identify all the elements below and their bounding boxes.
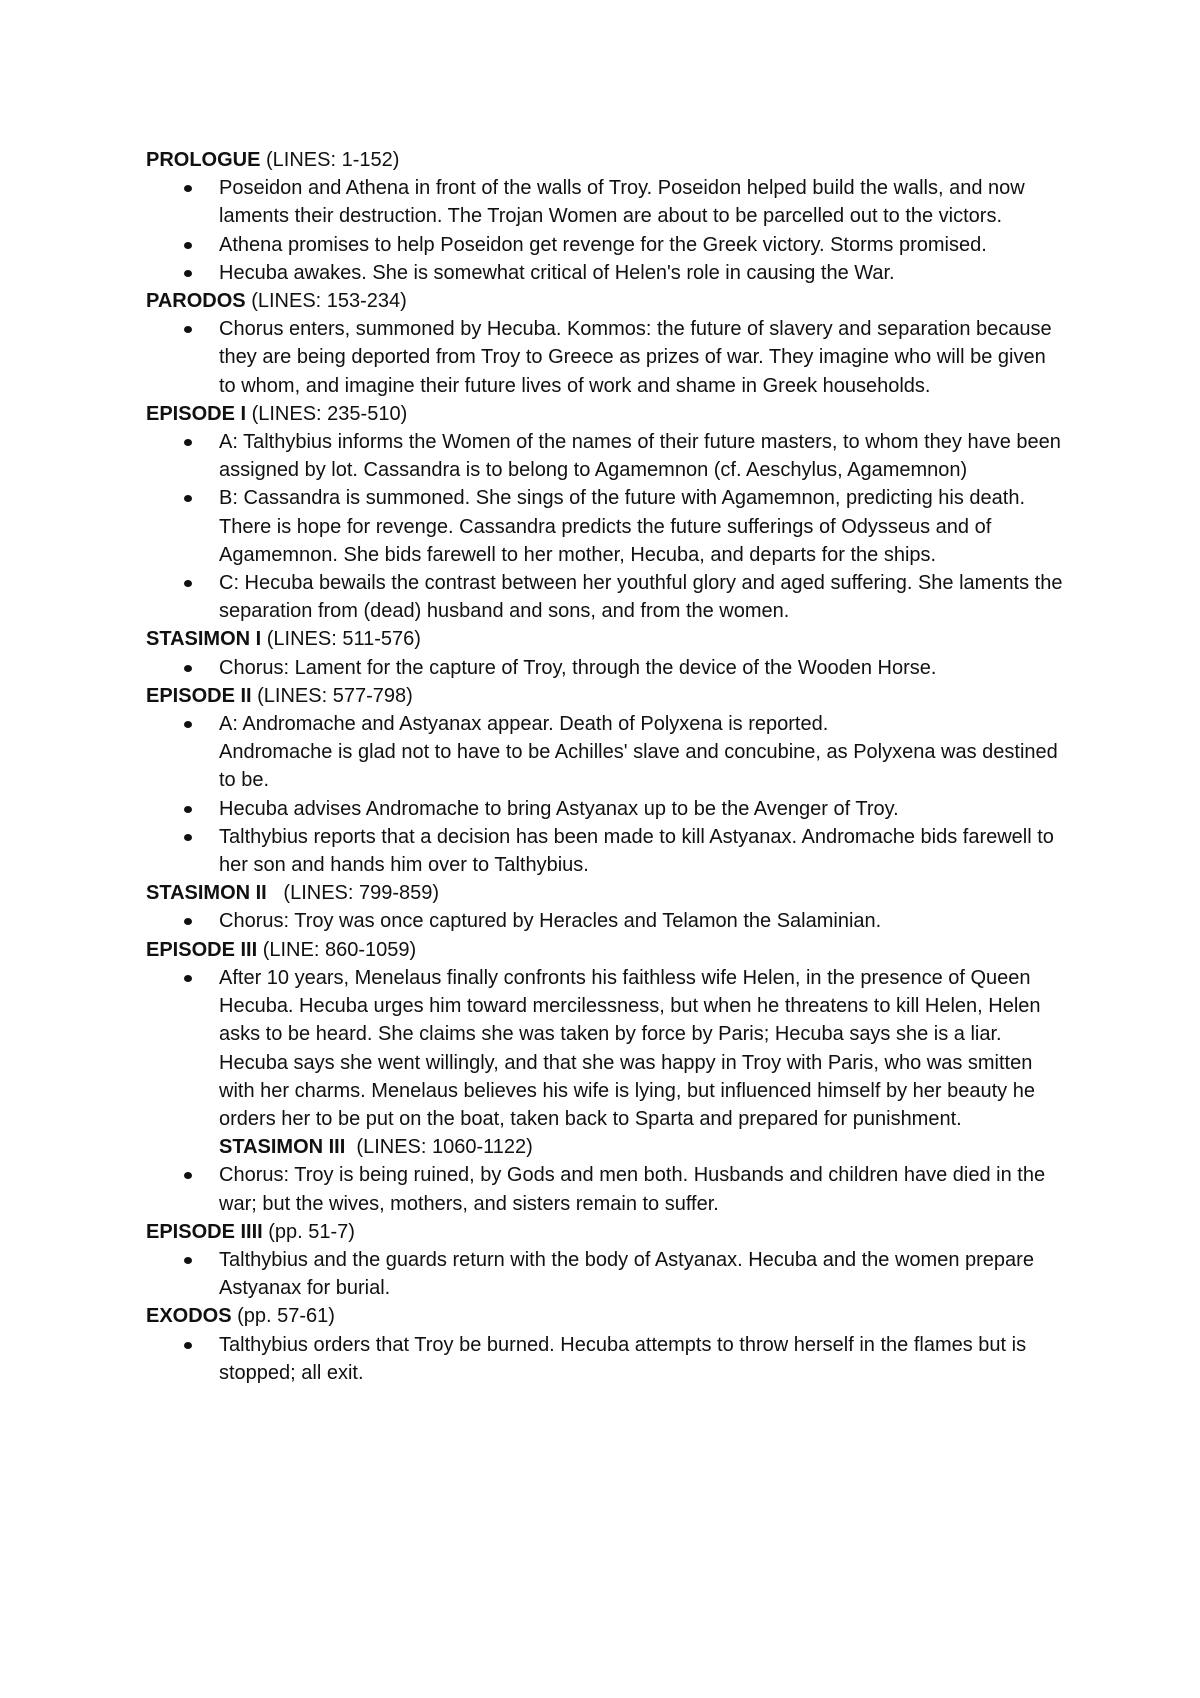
bullet-icon	[184, 1257, 192, 1264]
section-title: EPISODE I	[146, 402, 247, 425]
list-item-text: Hecuba awakes. She is somewhat critical of Helen's role in causing the War.	[219, 261, 895, 284]
list-item-text: Talthybius reports that a decision has been made to kill Astyanax. Andromache bids farewell to her son and hands him over to Talthybius.	[219, 825, 1054, 877]
list-item-text: Talthybius orders that Troy be burned. Hecuba attempts to throw herself in the flames but is stopped; all exit.	[219, 1333, 1027, 1384]
bullet-icon	[184, 270, 192, 277]
bullet-list	[146, 1246, 1066, 1302]
list-item	[146, 1331, 1066, 1387]
list-item	[146, 259, 1066, 287]
list-item-subline: Andromache is glad not to have to be Achilles' slave and concubine, as Polyxena was destined to be.	[219, 741, 1058, 792]
bullet-icon	[184, 665, 192, 672]
list-item	[146, 907, 1066, 935]
section-episode-4	[146, 1218, 1066, 1303]
section-episode-3	[146, 936, 1066, 1133]
section-title: STASIMON II	[146, 882, 267, 905]
bullet-icon	[184, 1342, 192, 1349]
bullet-icon	[184, 242, 192, 249]
bullet-list	[146, 1161, 1066, 1217]
section-title: EPISODE III	[146, 938, 258, 961]
section-title: EPISODE II	[146, 684, 252, 707]
bullet-icon	[184, 806, 192, 813]
section-range: (LINES: 153-234)	[245, 290, 407, 313]
section-title: PARODOS	[146, 290, 246, 313]
section-exodos	[146, 1302, 1066, 1387]
section-range: (LINES: 235-510)	[246, 402, 408, 425]
list-item-text: Chorus: Troy is being ruined, by Gods and men both. Husbands and children have died in the war; but the wives, mothers, and sisters remain to suffer.	[219, 1164, 1046, 1215]
bullet-icon	[184, 580, 192, 587]
section-stasimon-3	[146, 1133, 1066, 1218]
section-title: STASIMON III	[219, 1136, 346, 1159]
bullet-list	[146, 1331, 1066, 1387]
section-range: (pp. 57-61)	[231, 1305, 335, 1328]
list-item-text: Chorus: Lament for the capture of Troy, through the device of the Wooden Horse.	[219, 656, 937, 679]
list-item-text: Poseidon and Athena in front of the walls of Troy. Poseidon helped build the walls, and now laments their destruction. The Trojan Women are about to be parcelled out to the victors.	[219, 177, 1025, 228]
list-item	[146, 710, 1066, 795]
list-item-text: A: Andromache and Astyanax appear. Death of Polyxena is reported.	[219, 713, 829, 736]
section-heading	[146, 146, 1066, 174]
list-item	[146, 823, 1066, 879]
section-title: EPISODE IIII	[146, 1220, 263, 1243]
list-item	[146, 1161, 1066, 1217]
section-range: (LINES: 1060-1122)	[345, 1136, 533, 1159]
section-range: (LINES: 577-798)	[251, 684, 413, 707]
list-item	[146, 795, 1066, 823]
bullet-list	[146, 654, 1066, 682]
list-item-text: B: Cassandra is summoned. She sings of the future with Agamemnon, predicting his death. There is hope for revenge. Cassandra predicts the future sufferings of Odysseus and of Agamemnon. She bids farewell to her mother, Hecuba, and departs for the ships.	[219, 487, 1025, 566]
bullet-list	[146, 315, 1066, 400]
section-heading	[146, 625, 1066, 653]
list-item	[146, 654, 1066, 682]
section-heading	[146, 400, 1066, 428]
section-range: (LINE: 860-1059)	[257, 938, 417, 961]
bullet-icon	[184, 975, 192, 982]
list-item-text: After 10 years, Menelaus finally confronts his faithless wife Helen, in the presence of Queen Hecuba. Hecuba urges him toward mercilessness, but when he threatens to kill Helen, Helen asks to be heard. She claims she was taken by force by Paris; Hecuba says she is a liar. Hecuba says she went willingly, and that she was happy in Troy with Paris, who was smitten with her charms. Menelaus believes his wife is lying, but influenced himself by her beauty he orders her to be put on the boat, taken back to Sparta and prepared for punishment.	[219, 966, 1041, 1130]
list-item	[146, 231, 1066, 259]
section-parodos	[146, 287, 1066, 400]
section-heading	[146, 1218, 1066, 1246]
section-heading	[146, 287, 1066, 315]
bullet-list	[146, 174, 1066, 287]
section-heading	[146, 936, 1066, 964]
section-heading	[146, 879, 1066, 907]
bullet-icon	[184, 185, 192, 192]
bullet-list	[146, 964, 1066, 1133]
section-stasimon-2	[146, 879, 1066, 935]
list-item	[146, 1246, 1066, 1302]
bullet-icon	[184, 439, 192, 446]
section-range: (LINES: 1-152)	[260, 149, 400, 171]
list-item-text: C: Hecuba bewails the contrast between her youthful glory and aged suffering. She laments the separation from (dead) husband and sons, and from the women.	[219, 572, 1063, 623]
bullet-list	[146, 907, 1066, 935]
list-item-text: Chorus: Troy was once captured by Heracles and Telamon the Salaminian.	[219, 910, 882, 933]
bullet-icon	[184, 1172, 192, 1179]
bullet-icon	[184, 495, 192, 502]
section-episode-1	[146, 400, 1066, 626]
section-title: PROLOGUE	[146, 149, 261, 171]
bullet-icon	[184, 326, 192, 333]
section-stasimon-1	[146, 625, 1066, 681]
list-item	[146, 569, 1066, 625]
section-range: (LINES: 511-576)	[261, 628, 421, 651]
bullet-icon	[184, 721, 192, 728]
list-item	[146, 484, 1066, 569]
section-episode-2	[146, 682, 1066, 879]
bullet-list	[146, 428, 1066, 625]
list-item	[146, 964, 1066, 1133]
section-title: EXODOS	[146, 1305, 232, 1328]
section-title: STASIMON I	[146, 628, 262, 651]
list-item-text: Chorus enters, summoned by Hecuba. Kommos: the future of slavery and separation because they are being deported from Troy to Greece as prizes of war. They imagine who will be given to whom, and imagine their future lives of work and shame in Greek households.	[219, 318, 1052, 397]
document-page	[146, 146, 1066, 1387]
section-range: (pp. 51-7)	[262, 1220, 355, 1243]
list-item	[146, 315, 1066, 400]
bullet-list	[146, 710, 1066, 879]
list-item	[146, 174, 1066, 230]
section-range: (LINES: 799-859)	[266, 882, 440, 905]
list-item	[146, 428, 1066, 484]
section-heading	[146, 1302, 1066, 1330]
list-item-text: Athena promises to help Poseidon get revenge for the Greek victory. Storms promised.	[219, 233, 987, 256]
list-item-text: Hecuba advises Andromache to bring Astyanax up to be the Avenger of Troy.	[219, 797, 899, 820]
section-heading	[146, 682, 1066, 710]
list-item-text: Talthybius and the guards return with the body of Astyanax. Hecuba and the women prepare Astyanax for burial.	[219, 1248, 1034, 1300]
section-heading	[146, 1133, 1066, 1161]
list-item-text: A: Talthybius informs the Women of the names of their future masters, to whom they have been assigned by lot. Cassandra is to belong to Agamemnon (cf. Aeschylus, Agamemnon)	[219, 431, 1061, 482]
bullet-icon	[184, 834, 192, 841]
bullet-icon	[184, 918, 192, 925]
section-prologue	[146, 146, 1066, 287]
